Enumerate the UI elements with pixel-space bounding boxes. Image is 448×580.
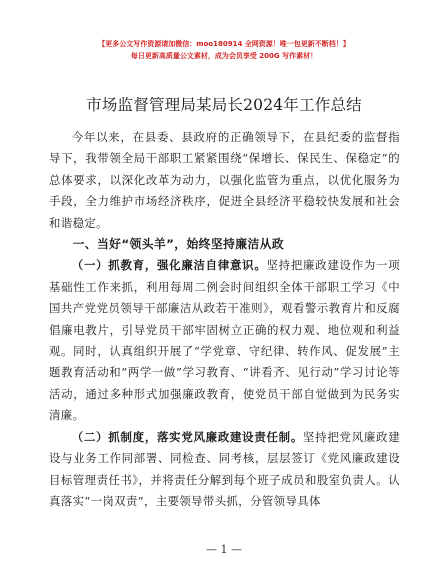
- paragraph-1: [49, 255, 400, 426]
- paragraph-2-lead: （二）抓制度，落实党风廉政建设责任制。: [71, 429, 304, 444]
- document-title: 市场监督管理局某局长2024年工作总结: [86, 96, 362, 114]
- paragraph-2: [49, 427, 400, 513]
- document-body: [49, 127, 400, 512]
- promo-line-2: 每日更新高质量公文素材，成为会员享受 200G 写作素材！: [130, 52, 318, 60]
- paragraph-1-text: 坚持把廉政建设作为一项基础性工作来抓，利用每周二例会时间组织全体干部职工学习《中国共产党党员领导干部廉洁从政若干准则》，观看警示教育片和反腐倡廉电教片，引导党员干部牢固树立正确的权力观、地位观和利益观。同时，认真组织开展了“学党章、守纪律、转作风、促发展”主题教育活动和“两学一做”学习教育、“讲看齐、见行动”学习讨论等活动，通过多种形式加强廉政教育，使党员干部自觉做到为民务实清廉。: [49, 258, 400, 423]
- intro-paragraph: 今年以来，在县委、县政府的正确领导下，在县纪委的监督指导下，我带领全局干部职工紧紧围绕“保增长、保民生、保稳定”的总体要求，以深化改革为动力，以强化监管为重点，以优化服务为手段，全力维护市场经济秩序，促进全县经济平稳较快发展和社会和谐稳定。: [49, 130, 400, 230]
- paragraph-1-lead: （一）抓教育，强化廉洁自律意识。: [71, 258, 267, 273]
- promo-banner: [0, 38, 448, 62]
- page-number: — 1 —: [206, 543, 242, 556]
- section-heading-1: 一、当好“领头羊”，始终坚持廉洁从政: [72, 237, 285, 252]
- promo-line-1: 【更多公文写作资源请加微信：moo180914 全网资源！唯一包更新不断档！】: [98, 40, 350, 48]
- paragraph-2-text: 坚持把党风廉政建设与业务工作同部署、同检查、同考核，层层签订《党风廉政建设目标管理责任书》，并将责任分解到每个班子成员和股室负责人。认真落实“一岗双责”，主要领导带头抓，分管领导具体: [49, 429, 400, 508]
